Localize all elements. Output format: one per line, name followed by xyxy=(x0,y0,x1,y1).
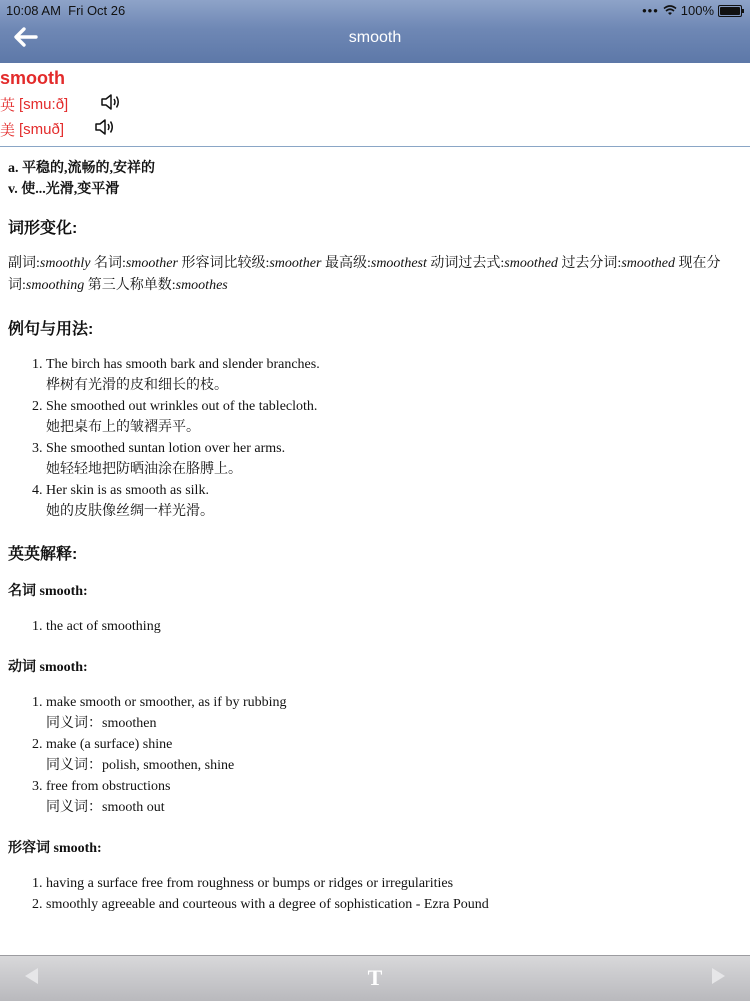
pron-uk-ipa: [smu:ð] xyxy=(19,96,69,113)
list-item xyxy=(46,438,748,480)
sense-text: the act of smoothing xyxy=(46,619,161,634)
dots-icon: ••• xyxy=(642,3,659,18)
list-item xyxy=(46,734,748,776)
example-zh: 她的皮肤像丝绸一样光滑。 xyxy=(46,504,214,519)
verb-list xyxy=(8,692,748,818)
page-title: smooth xyxy=(348,29,402,46)
basic-definitions xyxy=(8,158,748,200)
example-en: Her skin is as smooth as silk. xyxy=(46,483,209,498)
pronunciation-uk xyxy=(0,94,68,115)
list-item xyxy=(46,616,748,637)
inflection-label: 过去分词: xyxy=(561,256,622,271)
status-right xyxy=(642,3,742,18)
synonyms: 同义词：polish, smoothen, shine xyxy=(46,758,235,773)
inflection-form: smoothed xyxy=(504,256,558,271)
example-zh: 桦树有光滑的皮和细长的枝。 xyxy=(46,378,228,393)
speaker-icon xyxy=(94,117,116,137)
list-item xyxy=(46,776,748,818)
inflection-label: 副词: xyxy=(8,256,40,271)
example-en: The birch has smooth bark and slender branches. xyxy=(46,357,320,372)
noun-title: 名词 smooth: xyxy=(8,584,88,599)
example-en: She smoothed out wrinkles out of the tablecloth. xyxy=(46,399,318,414)
examples-title: 例句与用法: xyxy=(8,321,94,338)
noun-list xyxy=(8,616,748,637)
example-zh: 她轻轻地把防晒油涂在胳膊上。 xyxy=(46,462,242,477)
inflection-form: smoothing xyxy=(25,278,85,293)
pron-us-ipa: [smuð] xyxy=(19,121,65,138)
next-button[interactable] xyxy=(710,966,728,991)
sense-text: make (a surface) shine xyxy=(46,737,173,752)
pron-uk-label: 英 xyxy=(0,97,16,114)
inflection-form: smoothes xyxy=(175,278,228,293)
list-item xyxy=(46,873,748,894)
battery-percent: 100% xyxy=(680,3,714,18)
adjective-title: 形容词 smooth: xyxy=(8,841,102,856)
battery-icon xyxy=(718,5,742,17)
navigation-bar xyxy=(0,0,750,63)
pronunciation-us xyxy=(0,119,64,140)
sense-text: make smooth or smoother, as if by rubbing xyxy=(46,695,287,710)
status-time xyxy=(6,3,125,18)
sense-text: having a surface free from roughness or bumps or ridges or irregularities xyxy=(46,876,454,891)
synonyms: 同义词：smooth out xyxy=(46,800,165,815)
headword: smooth xyxy=(0,68,65,88)
previous-button[interactable] xyxy=(22,966,40,991)
list-item xyxy=(46,396,748,438)
inflection-form: smoothly xyxy=(39,256,91,271)
triangle-left-icon xyxy=(22,966,40,986)
sense-text: smoothly agreeable and courteous with a degree of sophistication - Ezra Pound xyxy=(46,897,489,912)
bottom-toolbar xyxy=(0,955,750,1001)
verb-title: 动词 smooth: xyxy=(8,660,88,675)
definition-verb: v. 使...光滑,变平滑 xyxy=(8,182,120,197)
list-item xyxy=(46,692,748,734)
examples-list xyxy=(8,354,748,522)
font-size-button[interactable]: T xyxy=(367,965,383,990)
inflection-label: 动词过去式: xyxy=(430,256,505,271)
inflection-form: smoothest xyxy=(370,256,427,271)
inflection-label: 现在分词: xyxy=(8,256,721,293)
status-date: Fri Oct 26 xyxy=(68,3,126,18)
wifi-icon xyxy=(663,5,677,16)
synonyms: 同义词：smoothen xyxy=(46,716,157,731)
definition-adjective: a. 平稳的,流畅的,安祥的 xyxy=(8,161,155,176)
speaker-us-button[interactable] xyxy=(94,117,116,141)
list-item xyxy=(46,354,748,396)
status-clock: 10:08 AM xyxy=(6,3,61,18)
inflection-form: smoother xyxy=(269,256,322,271)
inflection-label: 形容词比较级: xyxy=(181,256,270,271)
inflection-label: 最高级: xyxy=(324,256,371,271)
example-en: She smoothed suntan lotion over her arms. xyxy=(46,441,286,456)
inflection-form: smoothed xyxy=(621,256,675,271)
header-divider xyxy=(0,146,750,147)
list-item xyxy=(46,480,748,522)
inflection-label: 第三人称单数: xyxy=(87,278,176,293)
speaker-uk-button[interactable] xyxy=(100,92,122,116)
inflection-label: 名词: xyxy=(93,256,126,271)
entry-content xyxy=(0,150,748,915)
pron-us-label: 美 xyxy=(0,122,16,139)
adjective-list xyxy=(8,873,748,915)
sense-text: free from obstructions xyxy=(46,779,171,794)
triangle-right-icon xyxy=(710,966,728,986)
inflections-title: 词形变化: xyxy=(8,220,78,237)
example-zh: 她把桌布上的皱褶弄平。 xyxy=(46,420,200,435)
speaker-icon xyxy=(100,92,122,112)
inflections-text xyxy=(8,253,748,297)
list-item xyxy=(46,894,748,915)
inflection-form: smoother xyxy=(125,256,178,271)
english-title: 英英解释: xyxy=(8,546,78,563)
